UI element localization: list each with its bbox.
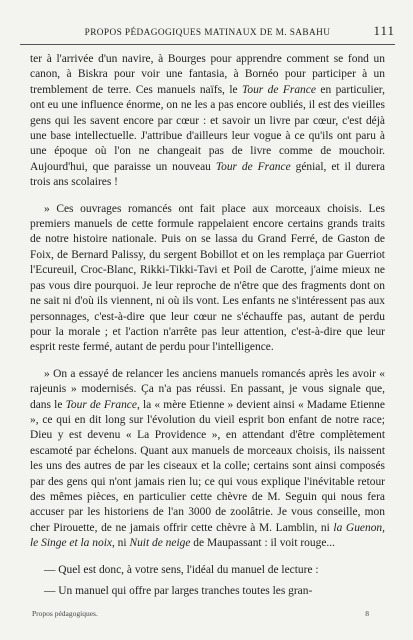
text-run: en particulier, ont eu une influence énorme, on ne les a pas encore oubliés, il est des vieilles gens qui les savent encore par cœur : et savoir un livre par cœur, c'est déjà une base intellectuelle. J'attribue d'ailleurs leur vogue à ce qu'ils ont paru à une époque où l'on ne changeait pas de livre comme de mouchoir. Aujourd'hui, que paraisse un nouveau xyxy=(30,83,385,173)
body-text xyxy=(30,52,385,599)
paragraph-2 xyxy=(30,202,385,356)
italic-title: Tour de France xyxy=(242,83,316,96)
header-rule xyxy=(20,44,395,45)
text-run: — Un manuel qui offre par larges tranches toutes les gran- xyxy=(44,585,313,597)
running-header xyxy=(20,23,395,40)
page-footer xyxy=(32,609,369,618)
italic-title: Tour de France xyxy=(65,398,137,411)
paragraph-5-dialogue xyxy=(30,584,385,599)
italic-title: Tour de France xyxy=(215,160,291,173)
paragraph-4-dialogue xyxy=(30,563,385,578)
paragraph-3 xyxy=(30,367,385,552)
page-number: 111 xyxy=(373,23,395,38)
footer-sheet-number: 8 xyxy=(365,609,369,618)
text-run: de Maupassant : il voit rouge... xyxy=(190,537,335,550)
text-run: » On a essayé de relancer les anciens manuels romancés après les avoir « rajeunis » modernisés. Ça n'a pas réussi. En passant, je vous signale que, dans le xyxy=(30,367,385,411)
text-run: , la « mère Etienne » devient ainsi « Madame Etienne », ce qui en dit long sur l'évolution du vieil esprit bon enfant de notre race; Dieu y est devenu « La Providence », en attendant d'être complètement escamoté par échelons. Quant aux manuels de morceaux choisis, ils naissent les uns des autres de par les ciseaux et la colle; certains sont ainsi composés par des gens qui n'ont jamais rien lu; ce qui vous explique l'inévitable retour des mêmes pièces, en particulier cette chèvre de M. Seguin qui nous fera accuser par les historiens de l'an 3000 de zoolâtrie. Je vous conseille, mon cher Pirouette, de ne jamais offrir cette chèvre à M. Lamblin, ni xyxy=(30,398,385,534)
italic-title: Nuit de neige xyxy=(129,537,191,550)
text-run: génial, et il durera trois ans scolaires ! xyxy=(30,160,385,189)
paragraph-1 xyxy=(30,52,385,191)
italic-title: la Guenon, le Singe et la noix xyxy=(30,521,385,550)
footer-signature: Propos pédagogiques. xyxy=(32,609,98,618)
header-title: PROPOS PÉDAGOGIQUES MATINAUX DE M. SABAHU xyxy=(84,28,331,38)
text-run: — Quel est donc, à votre sens, l'idéal du manuel de lecture : xyxy=(44,563,319,576)
text-run: ter à l'arrivée d'un navire, à Bourges pour apprendre comment se fond un canon, à Biskra pour voir une fantasia, à Bornéo pour participer à un tremblement de terre. Ces manuels naïfs, le xyxy=(30,53,385,96)
text-run: » Ces ouvrages romancés ont fait place aux morceaux choisis. Les premiers manuels de cette formule rappelaient encore certains grands traits de notre histoire nationale. Puis on se lassa du Grand Ferré, de Gaston de Foix, de Bernard Palissy, du sergent Bobillot et on les remplaça par Guerriot l'Ecureuil, Croc-Blanc, Rikki-Tikki-Tavi et Poil de Carotte, j'aime mieux ne pas vous dire pourquoi. Je leur reproche de n'être que des fragments dont on ne sait ni d'où ils viennent, ni où ils vont. Les enfants ne s'intéressent pas aux personnages, c'est-à-dire que leur cœur ne s'échauffe pas, autant de perdu pour la morale ; et l'action n'arrête pas leur attention, c'est-à-dire que leur esprit reste fermé, autant de perdu pour l'intelligence. xyxy=(30,202,385,354)
text-run: , ni xyxy=(111,537,130,550)
